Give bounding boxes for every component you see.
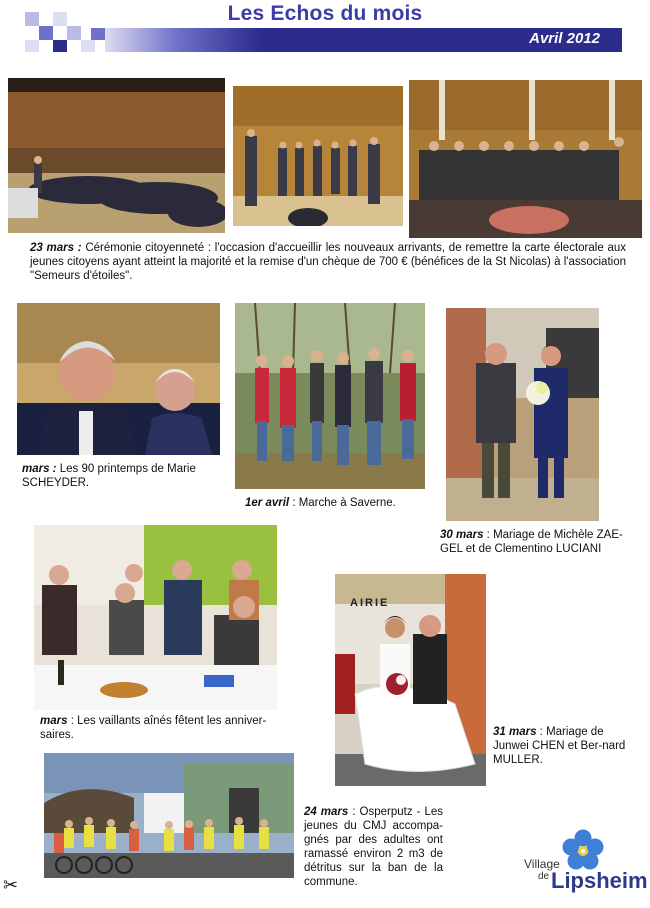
village-logo <box>518 828 648 894</box>
photo-ceremony-stage <box>233 86 403 226</box>
photo-sign-text: AIRIE <box>350 597 390 609</box>
caption-marie-scheyder: mars : Les 90 printemps de Marie SCHEYDER. <box>22 463 196 489</box>
issue-date: Avril 2012 <box>529 30 600 47</box>
caption-mariage-zaegel: 30 mars : Mariage de Michèle ZAE-GEL et de Clementino LUCIANI <box>440 529 623 555</box>
photo-osperputz <box>44 753 294 878</box>
photo-marche-saverne <box>235 303 425 489</box>
photo-marie-scheyder <box>17 303 220 455</box>
photo-mariage-zaegel <box>446 308 599 521</box>
forget-me-not-flower-icon <box>560 828 606 872</box>
caption-vaillants-aines: mars : Les vaillants aînés fêtent les anniver-saires. <box>40 715 267 741</box>
caption-ceremony: 23 mars : Cérémonie citoyenneté : l'occasion d'accueillir les nouveaux arrivants, de remettre la carte électorale aux jeunes citoyens ayant atteint la majorité et la remise d'un chèque de 700 € (bénéfices de la St Nicolas) à l'association "Semeurs d'étoiles". <box>30 242 626 282</box>
page-title: Les Echos du mois <box>227 2 423 25</box>
caption-osperputz: 24 mars : Osperputz - Les jeunes du CMJ accompa-gnés par des adultes ont ramassé environ 2 m3 de détritus sur la ban de la commune. <box>304 806 443 888</box>
scissors-icon: ✂ <box>3 875 19 895</box>
photo-ceremony-group <box>409 80 642 238</box>
caption-marche-saverne: 1er avril : Marche à Saverne. <box>245 497 396 509</box>
logo-village-text: Village <box>524 857 560 871</box>
caption-mariage-chen: 31 mars : Mariage de Junwei CHEN et Ber-nard MULLER. <box>493 726 626 766</box>
photo-vaillants-aines <box>34 525 277 710</box>
logo-de-text: de <box>538 871 550 882</box>
photo-ceremony-hall <box>8 78 225 233</box>
logo-lipsheim-text: Lipsheim <box>551 868 648 893</box>
